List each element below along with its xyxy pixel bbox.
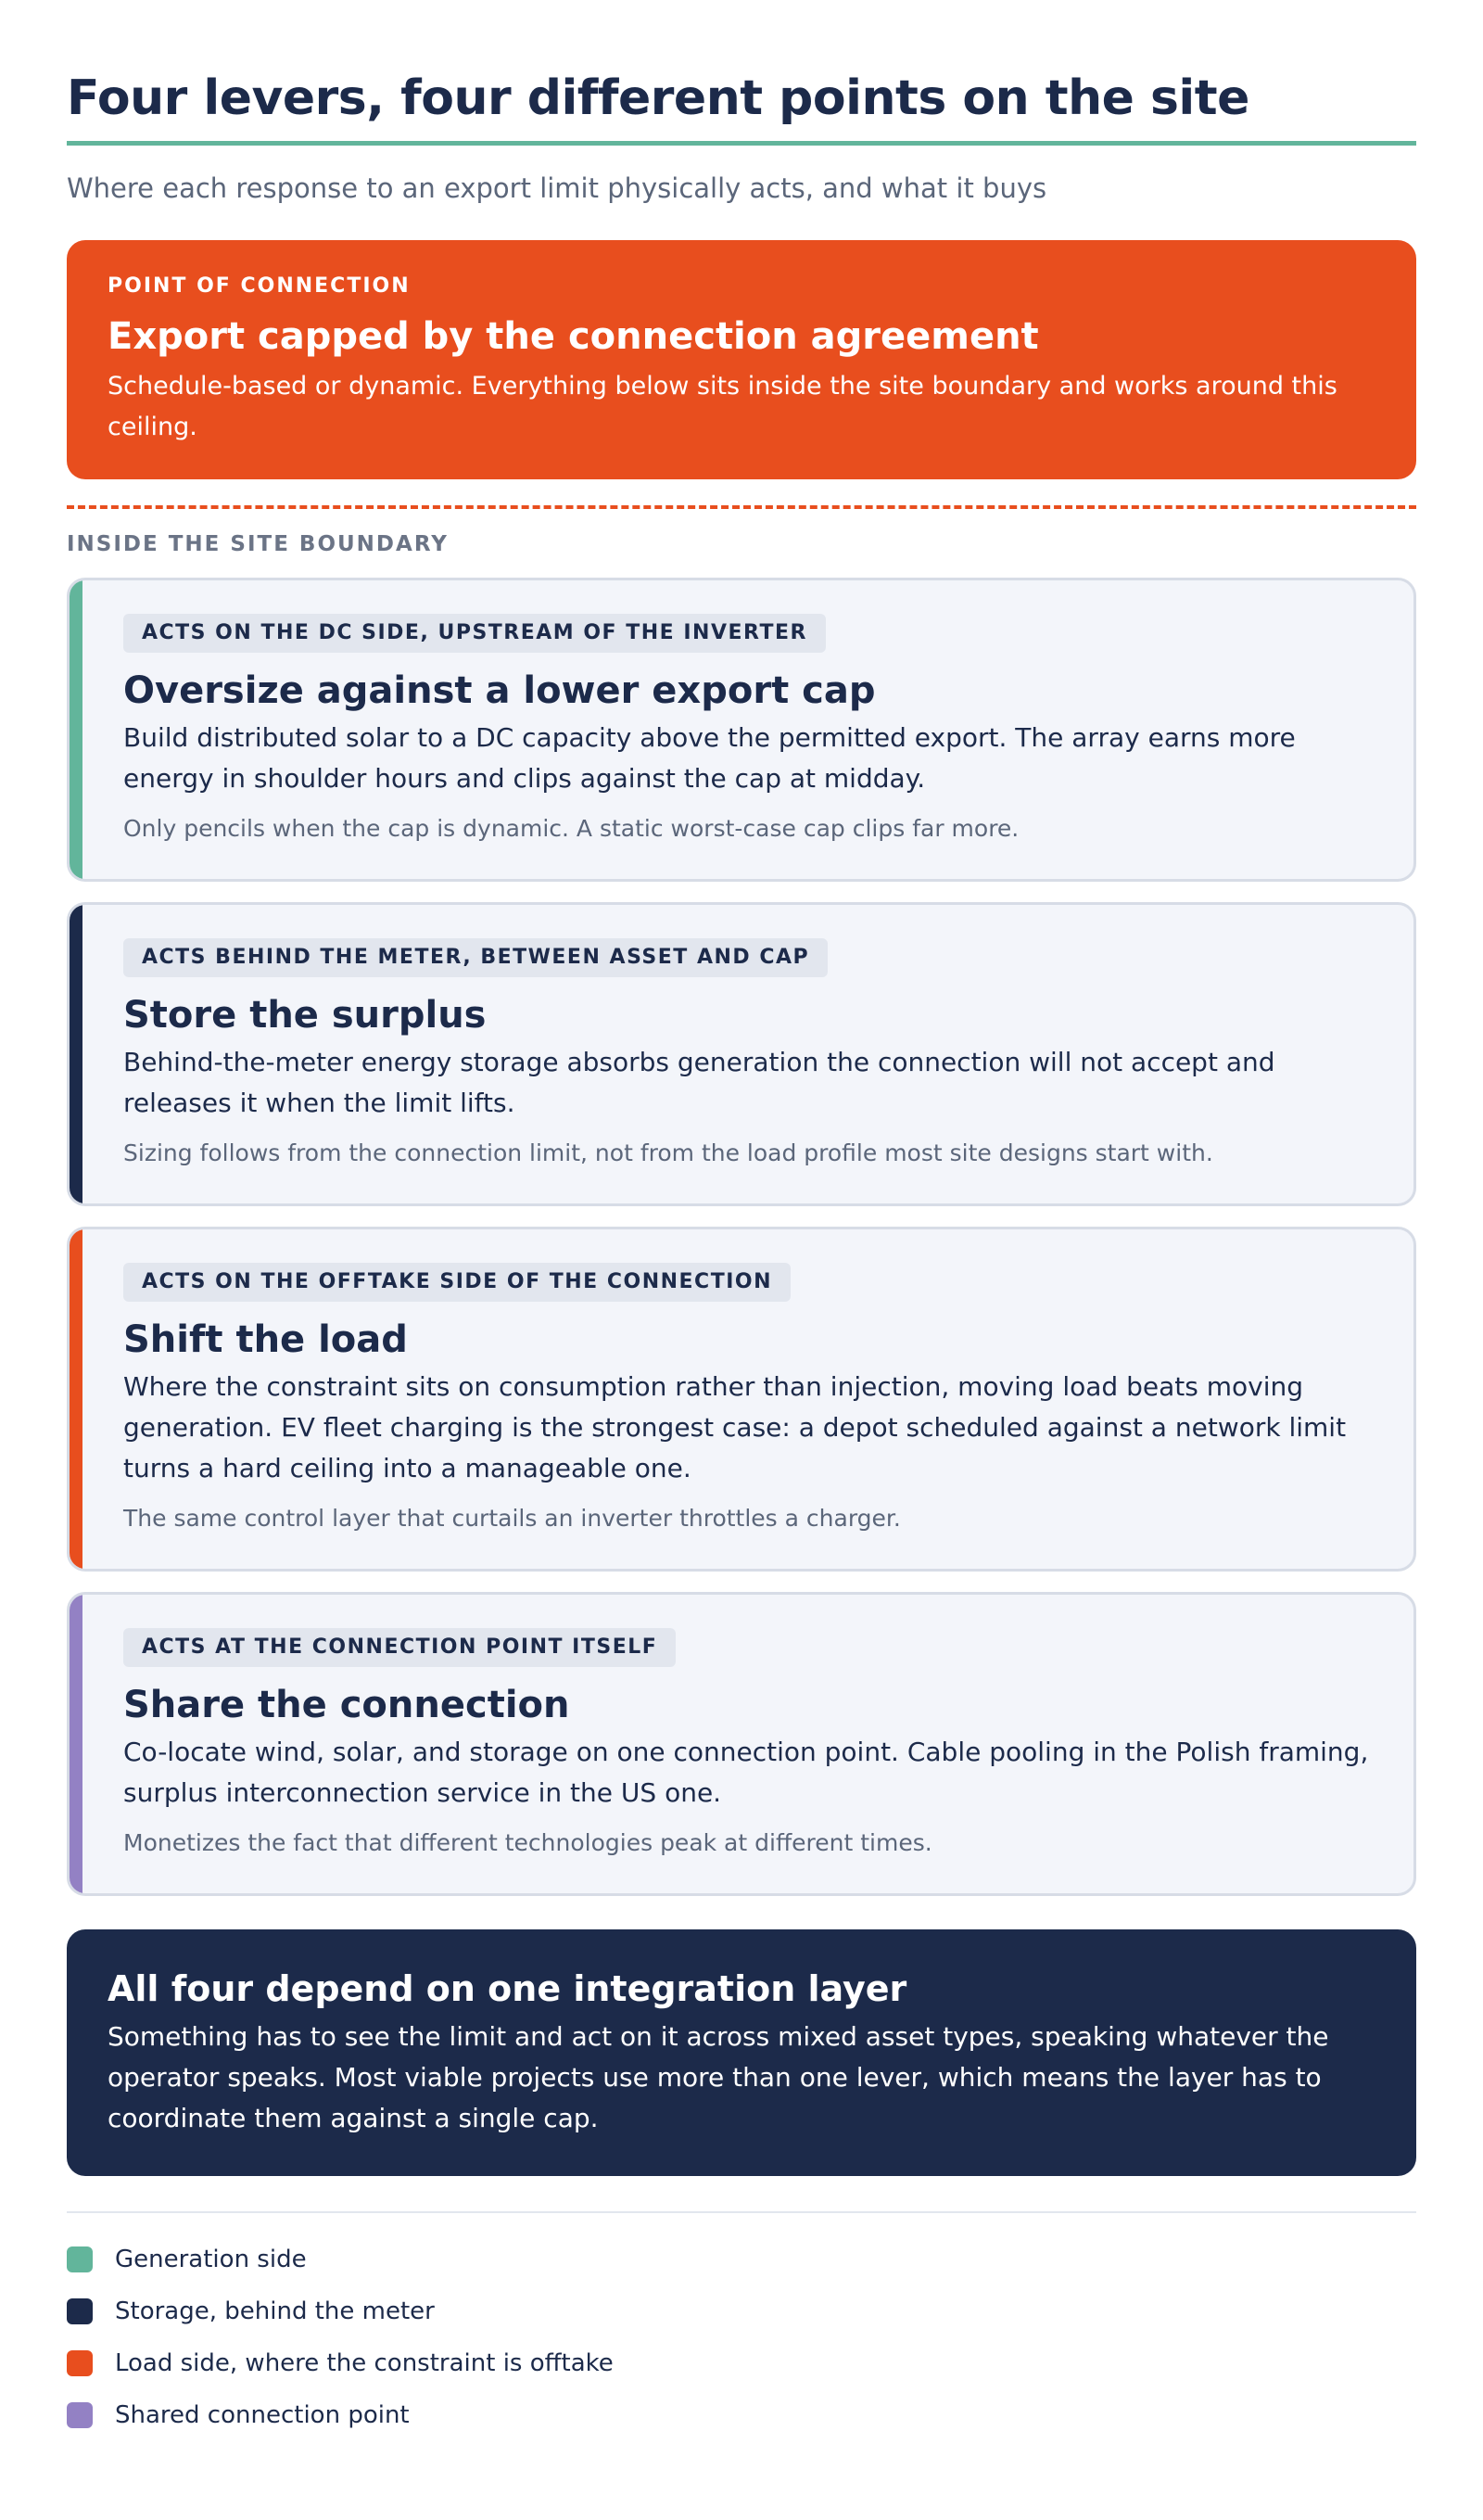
integration-layer-panel (67, 1929, 1416, 2176)
lever-body: Behind-the-meter energy storage absorbs generation the connection will not accept and releases it when the limit lifts. (123, 1047, 1275, 1118)
connection-point-banner (67, 240, 1416, 479)
lever-note: Monetizes the fact that different technologies peak at different times. (123, 1829, 932, 1856)
integration-layer-title: All four depend on one integration layer (108, 1968, 907, 2009)
legend-item (67, 2285, 1416, 2337)
legend (67, 2234, 1416, 2441)
site-boundary-line (67, 505, 1416, 509)
lever-body: Where the constraint sits on consumption rather than injection, moving load beats moving generation. EV fleet charging is the strongest case: a depot scheduled against a network limit turns a hard ceiling into a manageable one. (123, 1371, 1347, 1483)
site-boundary-label: INSIDE THE SITE BOUNDARY (67, 532, 449, 556)
lever-card-shift-load (67, 1227, 1416, 1572)
connection-point-kicker: POINT OF CONNECTION (108, 274, 411, 298)
lever-title: Share the connection (123, 1684, 570, 1726)
legend-label: Storage, behind the meter (115, 2297, 435, 2325)
legend-swatch (67, 2402, 93, 2428)
lever-tag: ACTS ON THE OFFTAKE SIDE OF THE CONNECTION (123, 1263, 791, 1302)
legend-item (67, 2234, 1416, 2285)
legend-swatch (67, 2350, 93, 2376)
lever-title: Shift the load (123, 1318, 408, 1361)
legend-divider (67, 2211, 1416, 2213)
lever-accent-stripe (70, 580, 82, 879)
lever-accent-stripe (70, 905, 82, 1203)
lever-accent-stripe (70, 1229, 82, 1569)
legend-swatch (67, 2298, 93, 2324)
lever-tag: ACTS AT THE CONNECTION POINT ITSELF (123, 1628, 676, 1667)
lever-body: Co-locate wind, solar, and storage on one connection point. Cable pooling in the Polish framing, surplus interconnection service in the US one. (123, 1737, 1369, 1808)
lever-accent-stripe (70, 1595, 82, 1893)
lever-title: Oversize against a lower export cap (123, 669, 876, 712)
title-underline (67, 141, 1416, 146)
lever-card-store (67, 902, 1416, 1206)
legend-item (67, 2389, 1416, 2441)
lever-note: The same control layer that curtails an inverter throttles a charger. (123, 1505, 901, 1532)
connection-point-body: Schedule-based or dynamic. Everything below sits inside the site boundary and works around this ceiling. (108, 372, 1337, 441)
lever-card-oversize (67, 578, 1416, 882)
lever-note: Sizing follows from the connection limit, not from the load profile most site designs start with. (123, 1139, 1213, 1166)
lever-tag: ACTS BEHIND THE METER, BETWEEN ASSET AND CAP (123, 938, 828, 977)
legend-label: Load side, where the constraint is offtake (115, 2349, 614, 2377)
legend-label: Generation side (115, 2246, 307, 2273)
lever-note: Only pencils when the cap is dynamic. A static worst-case cap clips far more. (123, 815, 1020, 842)
page-subtitle: Where each response to an export limit physically acts, and what it buys (67, 172, 1047, 204)
page-title: Four levers, four different points on the site (67, 70, 1249, 126)
lever-title: Store the surplus (123, 994, 487, 1037)
legend-item (67, 2337, 1416, 2389)
legend-swatch (67, 2246, 93, 2272)
lever-card-share-connection (67, 1592, 1416, 1896)
lever-tag: ACTS ON THE DC SIDE, UPSTREAM OF THE INVERTER (123, 614, 826, 653)
legend-label: Shared connection point (115, 2401, 410, 2429)
integration-layer-body: Something has to see the limit and act on it across mixed asset types, speaking whatever the operator speaks. Most viable projects use more than one lever, which means the layer has to coordinate them against a single cap. (108, 2021, 1329, 2133)
lever-body: Build distributed solar to a DC capacity above the permitted export. The array earns more energy in shoulder hours and clips against the cap at midday. (123, 722, 1296, 794)
connection-point-title: Export capped by the connection agreement (108, 315, 1039, 358)
